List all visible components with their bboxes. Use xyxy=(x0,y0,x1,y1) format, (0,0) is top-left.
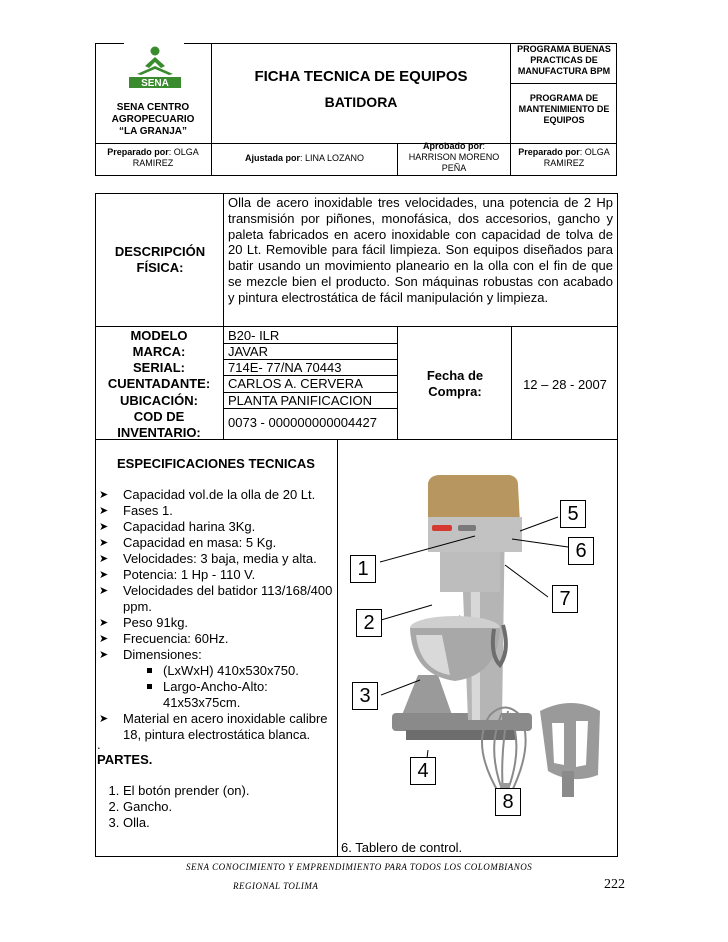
model-label: MODELO xyxy=(130,328,188,343)
header-divider-v2 xyxy=(510,43,511,176)
spec-item: ➤ Capacidad en masa: 5 Kg. xyxy=(99,535,277,550)
brand-value: JAVAR xyxy=(228,344,268,359)
square-bullet-icon xyxy=(147,684,152,689)
prepared-by: Preparado por: OLGA RAMIREZ xyxy=(107,147,199,168)
logo-text: SENA xyxy=(141,78,169,89)
prepared2-label: Preparado por xyxy=(518,147,580,157)
model-value: B20- ILR xyxy=(228,328,280,343)
sena-logo xyxy=(123,44,187,94)
header-divider-v3 xyxy=(211,143,212,176)
spec-item: ➤ Frecuencia: 60Hz. xyxy=(99,631,229,646)
spec-item: ➤ Dimensiones: xyxy=(99,647,202,662)
part-item: 1. El botón prender (on). xyxy=(123,783,249,799)
serial-value: 714E- 77/NA 70443 xyxy=(228,360,342,375)
serial-label: SERIAL: xyxy=(133,360,185,375)
program-bpm: PROGRAMA BUENAS PRACTICAS DE MANUFACTURA BPM xyxy=(517,44,611,76)
spec-item: ➤ Capacidad vol.de la olla de 20 Lt. xyxy=(99,487,316,502)
center-line2: AGROPECUARIO xyxy=(111,114,195,125)
prepared-label: Preparado por xyxy=(107,147,169,157)
body-v4 xyxy=(337,439,338,857)
location-label: UBICACIÓN: xyxy=(120,393,198,408)
callout-5: 5 xyxy=(560,500,586,528)
body-v2 xyxy=(397,326,398,439)
center-name xyxy=(100,102,206,138)
approved-label: Aprobado por xyxy=(422,141,483,151)
arrow-icon: ➤ xyxy=(99,617,109,629)
part-item: 2. Gancho. xyxy=(123,799,249,815)
parts-list xyxy=(97,783,249,831)
body-v3 xyxy=(511,326,512,439)
body-v1 xyxy=(223,193,224,439)
footer-slogan: SENA CONOCIMIENTO Y EMPRENDIMIENTO PARA TODOS LOS COLOMBIANOS xyxy=(186,862,533,872)
callout-1: 1 xyxy=(350,555,376,583)
footer-region: REGIONAL TOLIMA xyxy=(233,881,319,891)
header-divider-h2 xyxy=(510,83,617,84)
page-number: 222 xyxy=(604,877,625,892)
spec-sub-item: Largo-Ancho-Alto: 41x53x75cm. xyxy=(97,679,333,711)
spec-item: ➤ Capacidad harina 3Kg. xyxy=(99,519,256,534)
spec-item: ➤ Potencia: 1 Hp - 110 V. xyxy=(99,567,256,582)
program-maintenance: PROGRAMA DE MANTENIMIENTO DE EQUIPOS xyxy=(518,93,610,125)
header-divider-v1 xyxy=(211,43,212,143)
info-values xyxy=(228,328,396,431)
callout-7: 7 xyxy=(552,585,578,613)
description-text: Olla de acero inoxidable tres velocidades, una potencia de 2 Hp transmisión por piñones, monofásica, dos accesorios, gancho y paleta fabricados en acero inoxidable con capacidad de tolva de 20 Lt. Removible para fácil limpieza. Son equipos diseñados para batir usando un movimiento planeario en la olla con el fin de que se mezcle bien el producto. Son máquinas robustas con acabado y pintura electrostática de fácil manipulación y limpieza. xyxy=(228,195,613,305)
custodian-value: CARLOS A. CERVERA xyxy=(228,376,363,391)
approved-by: Aprobado por: HARRISON MORENO PEÑA xyxy=(408,141,500,173)
purchase-label: Fecha de Compra: xyxy=(426,368,484,399)
body-h1 xyxy=(95,326,618,327)
callout-8: 8 xyxy=(495,788,521,816)
arrow-icon: ➤ xyxy=(99,649,109,661)
arrow-icon: ➤ xyxy=(99,713,109,725)
part-item: 3. Olla. xyxy=(123,815,249,831)
spec-item: ➤ Velocidades: 3 baja, media y alta. xyxy=(99,551,317,566)
approved-value: HARRISON MORENO PEÑA xyxy=(408,152,500,173)
arrow-icon: ➤ xyxy=(99,569,109,581)
spec-item: ➤ Velocidades del batidor 113/168/400 ppm. xyxy=(99,583,333,614)
spec-item: ➤ Material en acero inoxidable calibre 18, pintura electrostática blanca. xyxy=(99,711,328,742)
spec-item: ➤ Fases 1. xyxy=(99,503,173,518)
prepared-value: OLGA RAMIREZ xyxy=(132,147,199,168)
arrow-icon: ➤ xyxy=(99,585,109,597)
callout-3: 3 xyxy=(352,682,378,710)
description-label: DESCRIPCIÓN FÍSICA: xyxy=(114,244,206,275)
adjusted-label: Ajustada por xyxy=(244,153,300,163)
callout-6: 6 xyxy=(568,537,594,565)
specs-title: ESPECIFICACIONES TECNICAS xyxy=(117,456,315,471)
page-subtitle: BATIDORA xyxy=(324,94,398,110)
image-caption: 6. Tablero de control. xyxy=(341,840,463,855)
center-line3: “LA GRANJA” xyxy=(119,126,187,137)
prepared-by-2: Preparado por: OLGA RAMIREZ xyxy=(518,147,610,168)
center-line1: SENA CENTRO xyxy=(116,102,190,113)
custodian-label: CUENTADANTE: xyxy=(107,376,211,391)
specs-list xyxy=(97,487,333,743)
header-divider-v4 xyxy=(397,143,398,176)
arrow-icon: ➤ xyxy=(99,633,109,645)
purchase-value: 12 – 28 - 2007 xyxy=(523,377,607,392)
arrow-icon: ➤ xyxy=(99,521,109,533)
brand-label: MARCA: xyxy=(132,344,186,359)
square-bullet-icon xyxy=(147,668,152,673)
info-labels xyxy=(97,328,221,441)
inventory-label: COD DE INVENTARIO: xyxy=(117,409,201,440)
prepared2-value: OLGA RAMIREZ xyxy=(543,147,610,168)
header-divider-h xyxy=(95,143,617,144)
location-value: PLANTA PANIFICACION xyxy=(228,393,372,408)
spec-dot: . xyxy=(97,737,101,752)
arrow-icon: ➤ xyxy=(99,553,109,565)
page-title: FICHA TECNICA DE EQUIPOS xyxy=(254,68,468,85)
adjusted-by: Ajustada por: LINA LOZANO xyxy=(244,153,365,163)
arrow-icon: ➤ xyxy=(99,537,109,549)
callout-4: 4 xyxy=(410,757,436,785)
parts-title: PARTES. xyxy=(97,752,153,767)
arrow-icon: ➤ xyxy=(99,489,109,501)
callout-2: 2 xyxy=(356,609,382,637)
adjusted-value: LINA LOZANO xyxy=(305,153,365,163)
mixer-image xyxy=(340,475,615,815)
inventory-value: 0073 - 000000000004427 xyxy=(228,415,377,430)
arrow-icon: ➤ xyxy=(99,505,109,517)
spec-sub-item: (LxWxH) 410x530x750. xyxy=(97,663,333,679)
spec-item: ➤ Peso 91kg. xyxy=(99,615,189,630)
